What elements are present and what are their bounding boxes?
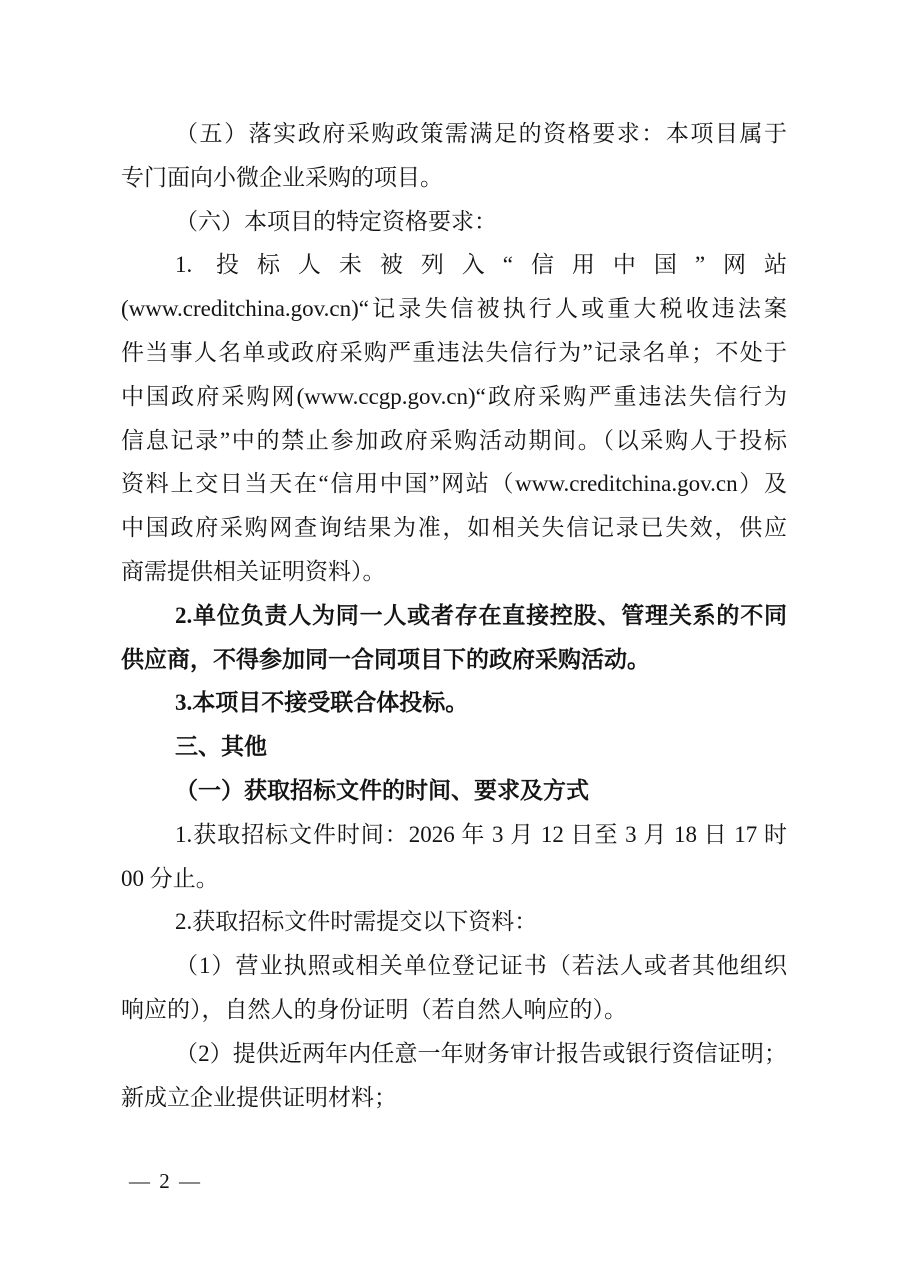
text-line: 专门面向小微企业采购的项目。 bbox=[121, 164, 443, 190]
text-line: 00 分止。 bbox=[121, 865, 219, 891]
text-line: 2.单位负责人为同一人或者存在直接控股、管理关系的不同 bbox=[175, 602, 787, 628]
text-line: （六）本项目的特定资格要求： bbox=[175, 208, 497, 234]
text-line: 新成立企业提供证明材料； bbox=[121, 1084, 397, 1110]
text-line: 供应商，不得参加同一合同项目下的政府采购活动。 bbox=[121, 646, 650, 672]
text-line: 1. 投标人未被列入“信用中国”网站 bbox=[175, 252, 787, 278]
text-line: 三、其他 bbox=[175, 733, 267, 760]
document-body bbox=[121, 112, 787, 1119]
text-line: 信息记录”中的禁止参加政府采购活动期间。（以采购人于投标 bbox=[121, 427, 787, 453]
text-line: 商需提供相关证明资料）。 bbox=[121, 558, 386, 584]
text-line: （2）提供近两年内任意一年财务审计报告或银行资信证明； bbox=[175, 1040, 787, 1066]
text-line: 1.获取招标文件时间：2026 年 3 月 12 日至 3 月 18 日 17 时 bbox=[175, 821, 787, 847]
text-line: 中国政府采购网(www.ccgp.gov.cn)“政府采购严重违法失信行为 bbox=[121, 383, 787, 409]
text-line: 资料上交日当天在“信用中国”网站（www.creditchina.gov.cn）及 bbox=[121, 471, 787, 497]
text-line: （1）营业执照或相关单位登记证书（若法人或者其他组织 bbox=[175, 953, 787, 979]
text-line: 中国政府采购网查询结果为准，如相关失信记录已失效，供应 bbox=[121, 515, 787, 541]
text-line: 3.本项目不接受联合体投标。 bbox=[175, 690, 469, 716]
text-line: 件当事人名单或政府采购严重违法失信行为”记录名单；不处于 bbox=[121, 339, 787, 365]
text-line: 响应的），自然人的身份证明（若自然人响应的）。 bbox=[121, 996, 627, 1022]
text-line: （五）落实政府采购政策需满足的资格要求：本项目属于 bbox=[175, 121, 787, 146]
text-line: 2.获取招标文件时需提交以下资料： bbox=[175, 909, 538, 935]
text-line: （一）获取招标文件的时间、要求及方式 bbox=[175, 777, 589, 803]
text-line: (www.creditchina.gov.cn)“记录失信被执行人或重大税收违法案 bbox=[121, 296, 787, 322]
page-number: — 2 — bbox=[129, 1169, 202, 1193]
